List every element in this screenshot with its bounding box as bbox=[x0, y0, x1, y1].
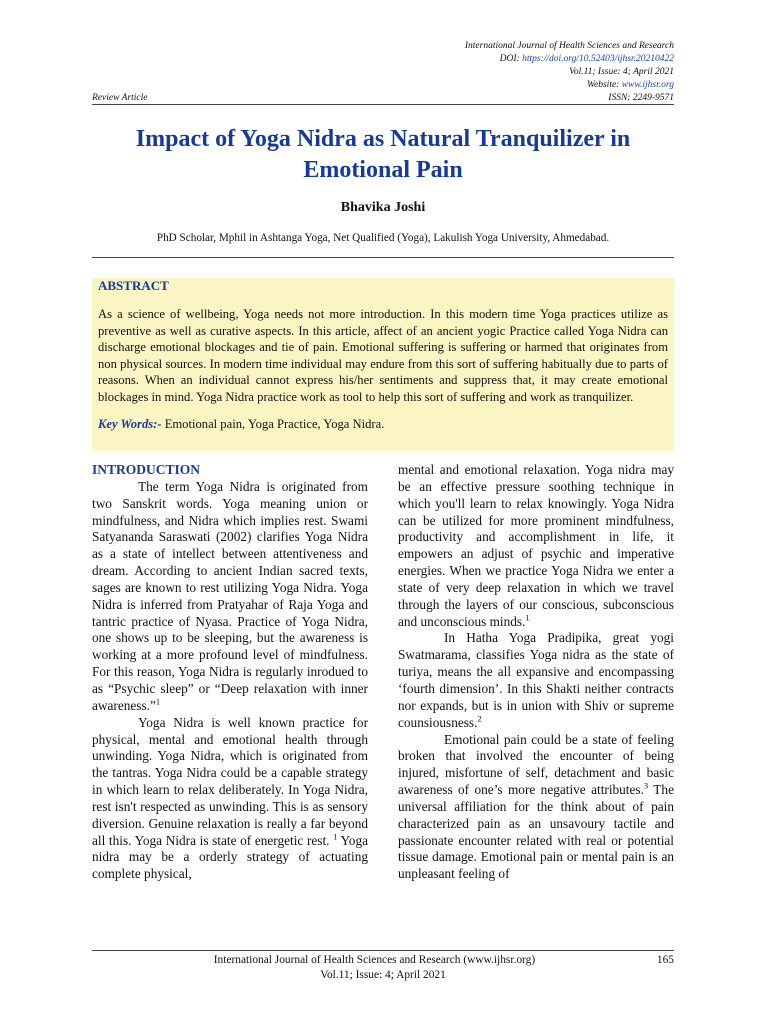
section-heading-introduction: INTRODUCTION bbox=[92, 462, 201, 477]
volume-line: Vol.11; Issue: 4; April 2021 bbox=[569, 67, 674, 77]
doi-label: DOI: bbox=[499, 54, 523, 64]
footer-journal: International Journal of Health Sciences and Research (www.ijhsr.org) bbox=[213, 954, 536, 966]
footer-volume: Vol.11; Issue: 4; April 2021 bbox=[320, 969, 446, 981]
paragraph-text: Yoga nidra may be a orderly strategy of actuating complete physical, bbox=[92, 832, 368, 882]
affiliation-divider bbox=[92, 257, 674, 258]
paragraph bbox=[92, 715, 368, 883]
left-column bbox=[92, 462, 368, 883]
website-line bbox=[92, 79, 674, 92]
article-type: Review Article bbox=[92, 93, 148, 103]
doi-line bbox=[92, 53, 674, 66]
citation-ref: 3 bbox=[643, 780, 649, 791]
doi-link[interactable]: https://doi.org/10.52403/ijhsr.20210422 bbox=[522, 54, 674, 64]
right-column bbox=[398, 462, 674, 883]
keywords-text: Emotional pain, Yoga Practice, Yoga Nidra. bbox=[161, 417, 385, 431]
paragraph-text: The term Yoga Nidra is originated from two Sanskrit words. Yoga meaning union or mindfulness, and Nidra which implies rest. Swami Satyananda Saraswati (2002) clarifies Yoga Nidra as a state of intellect between attentiveness and dream. According to ancient Indian sacred texts, sages are known to rest utilizing Yoga Nidra. Yoga Nidra is inferred from Pratyahar of Raja Yoga and tantric practice of Nyasa. Practice of Yoga Nidra, one shows up to be sleeping, but the awareness is working at a more profound level of mindfulness. For this reason, Yoga Nidra is regularly inrodued to as “Psychic sleep” or “Deep relaxation with inner awareness.” bbox=[92, 478, 368, 713]
citation-ref: 2 bbox=[477, 713, 482, 724]
paragraph-text: The universal affiliation for the think about of pain characterized pain as an unsavoury tactile and passionate encounter related with real or potential tissue damage. Emotional pain or mental pain is an unpleasant feeling of bbox=[398, 782, 674, 882]
journal-header bbox=[92, 40, 674, 105]
author-affiliation: PhD Scholar, Mphil in Ashtanga Yoga, Net Qualified (Yoga), Lakulish Yoga University, Ahmedabad. bbox=[156, 232, 610, 244]
abstract-box bbox=[92, 278, 674, 451]
keywords-label: Key Words:- bbox=[98, 417, 162, 431]
journal-name: International Journal of Health Sciences and Research bbox=[464, 41, 674, 51]
abstract-text: As a science of wellbeing, Yoga needs not more introduction. In this modern time Yoga practices utilize as preventive as well as curative aspects. In this article, affect of an ancient yogic Practice called Yoga Nidra can discharge emotional blockages and tie of pain. Emotional suffering is suffering or harmed that originates from non physical sources. In modern time individual may endure from this sort of suffering habitually due to parts of reasons. When an individual cannot express his/her sentiments and suppress that, it may create emotional blockages in mind. Yoga Nidra practice work as tool to help this sort of suffering and work as tranquilizer. bbox=[98, 307, 668, 404]
paragraph-text: Emotional pain could be a state of feeling broken that involved the encounter of being injured, misfortune of self, detachment and basic awareness of one’s more negative attributes. bbox=[398, 731, 674, 798]
header-divider bbox=[92, 104, 674, 105]
paragraph bbox=[92, 479, 368, 715]
author-name: Bhavika Joshi bbox=[340, 200, 426, 215]
website-link[interactable]: www.ijhsr.org bbox=[621, 80, 674, 90]
paragraph bbox=[398, 462, 674, 630]
page-footer bbox=[92, 953, 674, 983]
paper-title bbox=[92, 124, 674, 186]
title-line-2: Emotional Pain bbox=[303, 157, 463, 183]
abstract-heading: ABSTRACT bbox=[98, 278, 169, 293]
paragraph-text: In Hatha Yoga Pradipika, great yogi Swatmarama, classifies Yoga nidra as the state of turiya, means the all expansive and encompassing ‘fourth dimension’. In this Shakti neither contracts nor expands, but is in union with Shiv or supreme counsiousness. bbox=[398, 630, 674, 730]
citation-ref: 1 bbox=[525, 612, 530, 623]
paragraph bbox=[398, 732, 674, 884]
paragraph-text: mental and emotional relaxation. Yoga nidra may be an effective pressure soothing technique in which you'll learn to relax knowingly. Yoga Nidra can be utilized for more prominent mindfulness, productivity and accomplishment in life, it empowers an adjust of psychic and imperative energies. When we practice Yoga Nidra we enter a state of very deep relaxation in which we travel through the layers of our conscious, subconscious and unconscious minds. bbox=[398, 462, 674, 629]
keywords-line bbox=[98, 416, 668, 432]
footer-divider bbox=[92, 950, 674, 951]
citation-ref: 1 bbox=[155, 696, 161, 707]
title-line-1: Impact of Yoga Nidra as Natural Tranquilizer in bbox=[135, 126, 631, 152]
issn: ISSN: 2249-9571 bbox=[608, 93, 674, 103]
citation-ref: 1 bbox=[333, 831, 338, 842]
paragraph-text: Yoga Nidra is well known practice for physical, mental and emotional health through unwinding. Yoga Nidra, which is originated from the tantras. Yoga Nidra could be a capable strategy in which learn to relax deliberately. In Yoga Nidra, rest isn't respected as unwinding. This is as sensory diversion. Genuine relaxation is really a far beyond all this. Yoga Nidra is state of energetic rest. bbox=[92, 714, 368, 848]
page-number: 165 bbox=[656, 954, 674, 966]
website-label: Website: bbox=[586, 80, 622, 90]
paragraph bbox=[398, 630, 674, 731]
footer-row bbox=[92, 953, 674, 968]
